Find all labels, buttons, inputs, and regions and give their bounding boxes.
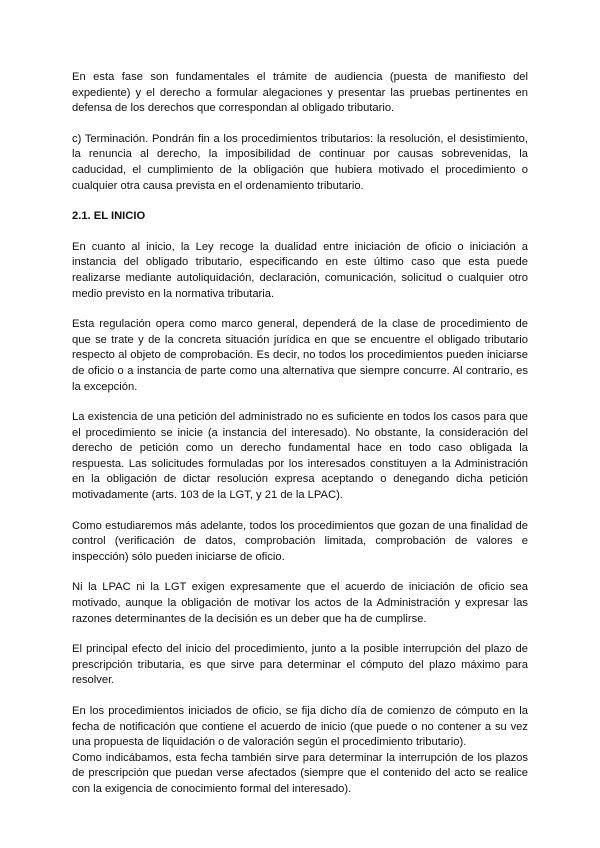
paragraph-motivacion: Ni la LPAC ni la LGT exigen expresamente que el acuerdo de iniciación de oficio sea motivado, aunque la obligación de motivar los actos de la Administración y expresar las razones determinantes de la decisión es un deber que ha de cumplirse. [72,581,528,625]
paragraph-inicio: En cuanto al inicio, la Ley recoge la dualidad entre iniciación de oficio o iniciación a instancia del obligado tributario, especificando en este último caso que esta puede realizarse mediante autoliquidación, declaración, comunicación, solicitud o cualquier otro medio previsto en la normativa tributaria. [72,240,528,300]
section-heading: 2.1. EL INICIO [72,210,146,223]
paragraph-terminacion: c) Terminación. Pondrán fin a los procedimientos tributarios: la resolución, el desistimiento, la renuncia al derecho, la imposibilidad de continuar por causas sobrevenidas, la caducidad, el cumplimiento de la obligación que hubiera motivado el procedimiento o cualquier otra causa prevista en el ordenamiento tributario. [72,132,528,192]
paragraph-regulacion: Esta regulación opera como marco general, dependerá de la clase de procedimiento de que se trate y de la concreta situación jurídica en que se encuentre el obligado tributario respecto al objeto de comprobación. Es decir, no todos los procedimientos pueden iniciarse de oficio o a instancia de parte como una alternativa que siempre concurre. Al contrario, es la excepción. [72,318,528,393]
paragraph-efecto: El principal efecto del inicio del procedimiento, junto a la posible interrupción del plazo de prescripción tributaria, es que sirve para determinar el cómputo del plazo máximo para resolver. [72,643,528,687]
paragraph-peticion: La existencia de una petición del administrado no es suficiente en todos los casos para que el procedimiento se inicie (a instancia del interesado). No obstante, la consideración del derecho de petición como un derecho fundamental hace en todo caso obligada la respuesta. Las solicitudes formuladas por los interesados constituyen a la Administración en la obligación de dictar resolución expresa aceptando o denegando dicha petición motivadamente (arts. 103 de la LGT, y 21 de la LPAC). [72,411,528,502]
paragraph-oficio: En los procedimientos iniciados de oficio, se fija dicho día de comienzo de cómputo en la fecha de notificación que contiene el acuerdo de inicio (que puede o no contener a su vez una propuesta de liquidación o de valoración según el procedimiento tributario). [72,705,528,749]
paragraph-control: Como estudiaremos más adelante, todos los procedimientos que gozan de una finalidad de control (verificación de datos, comprobación limitada, comprobación de valores e inspección) sólo pueden iniciarse de oficio. [72,519,528,563]
paragraph-prescripcion: Como indicábamos, esta fecha también sirve para determinar la interrupción de los plazos de prescripción que puedan verse afectados (siempre que el contenido del acto se realice con la exigencia de conocimiento formal del interesado). [72,751,528,795]
paragraph-audiencia: En esta fase son fundamentales el trámite de audiencia (puesta de manifiesto del expediente) y el derecho a formular alegaciones y presentar las pruebas pertinentes en defensa de los derechos que correspondan al obligado tributario. [72,71,528,115]
